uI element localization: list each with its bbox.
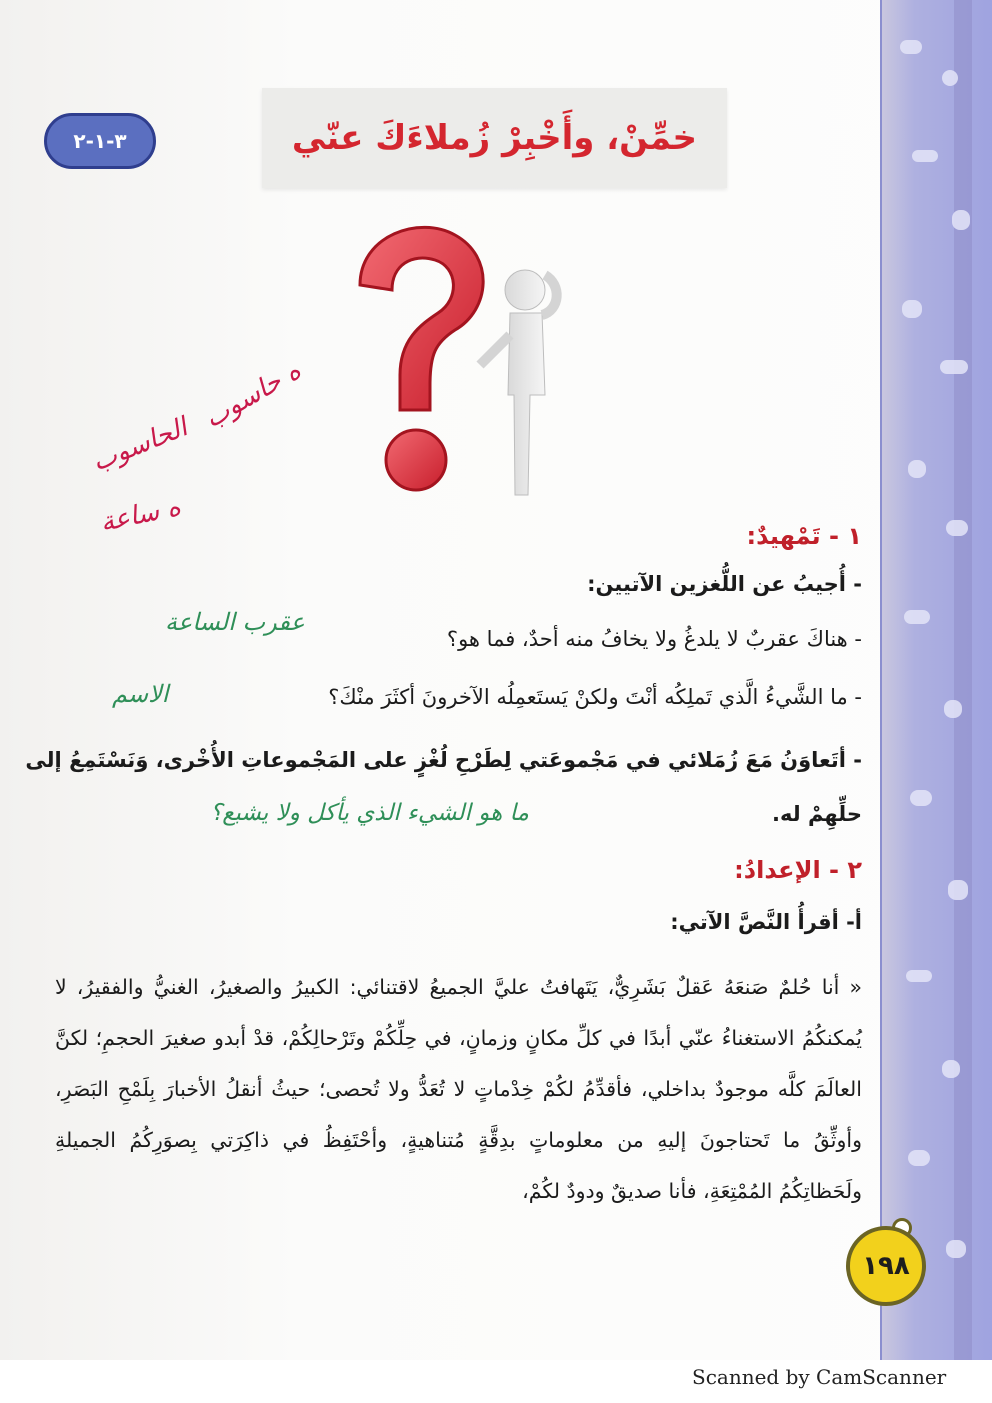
question-mark-figure-icon (330, 215, 575, 515)
riddle-2: - ما الشَّيءُ الَّذي تَملِكُه أنْتَ ولكنْ يَستَعمِلُه الآخرونَ أكثَرَ منْكَ؟ (328, 685, 862, 709)
page-title: خمِّنْ، وأَخْبِرْ زُملاءَكَ عنّي (291, 118, 698, 158)
handwritten-note-1: الحاسوب (88, 412, 192, 478)
section-heading-prep: ٢ - الإعدادُ: (734, 856, 862, 884)
riddle-1: - هناكَ عقربٌ لا يلدغُ ولا يخافُ منه أحدٌ، فما هو؟ (446, 627, 862, 651)
handwritten-note-2: ه حاسوب (199, 355, 307, 435)
handwritten-answer-2: الاسم (112, 680, 169, 708)
instruction-riddles: - أُجيبُ عن اللُّغزين الآتيين: (587, 572, 862, 596)
scanner-footer: Scanned by CamScanner (692, 1365, 947, 1389)
handwritten-note-3: ه ساعة (97, 491, 184, 539)
lesson-number-badge: ٣-١-٢ (44, 113, 156, 169)
section-heading-intro: ١ - تَمْهيدٌ: (746, 522, 862, 550)
page-number: ١٩٨ (846, 1226, 926, 1306)
task-line-1: - أتَعاوَنُ مَعَ زُمَلائي في مَجْموعَتي لِطَرْحِ لُغْزٍ على المَجْموعاتِ الأُخْرى، وَنَسْتَمِعُ إلى (25, 748, 862, 772)
handwritten-answer-1: عقرب الساعة (165, 608, 305, 636)
decorative-edge-strip (880, 0, 992, 1360)
task-line-2: حلِّهِمْ له. (772, 802, 862, 826)
reading-passage: « أنا حُلمٌ صَنعَهُ عَقلٌ بَشَرِيٌّ، يَتَهافتُ عليَّ الجميعُ لاقتنائي: الكبيرُ والصغيرُ، الغنيُّ والفقيرُ، لا يُمكنكُمُ الاستغناءُ عنّي أبدًا في كلِّ مكانٍ وزمانٍ، في حِلِّكُمْ وتَرْحالِكُمْ، قدْ أبدو صغيرَ الحجمِ؛ لكنَّ العالَمَ كلَّه موجودٌ بداخلي، فأقدِّمُ لكُمْ خِدْماتٍ لا تُعَدُّ ولا تُحصى؛ حيثُ أنقلُ الأخبارَ بِلَمْحِ البَصَرِ، وأوثِّقُ ما تَحتاجونَ إليهِ من معلوماتٍ بدِقَّةٍ مُتناهيةٍ، وأحْتَفِظُ في ذاكِرَتي بِصوَرِكُمُ الجميلةِ ولَحَظاتِكُمُ المُمْتِعَةِ، فأنا صديقٌ ودودٌ لكُمْ، (55, 975, 862, 1203)
reading-instruction: أ- أقرأُ النَّصَّ الآتي: (670, 910, 862, 934)
handwritten-answer-3: ما هو الشيء الذي يأكل ولا يشبع؟ (210, 800, 529, 826)
title-banner (262, 88, 727, 188)
